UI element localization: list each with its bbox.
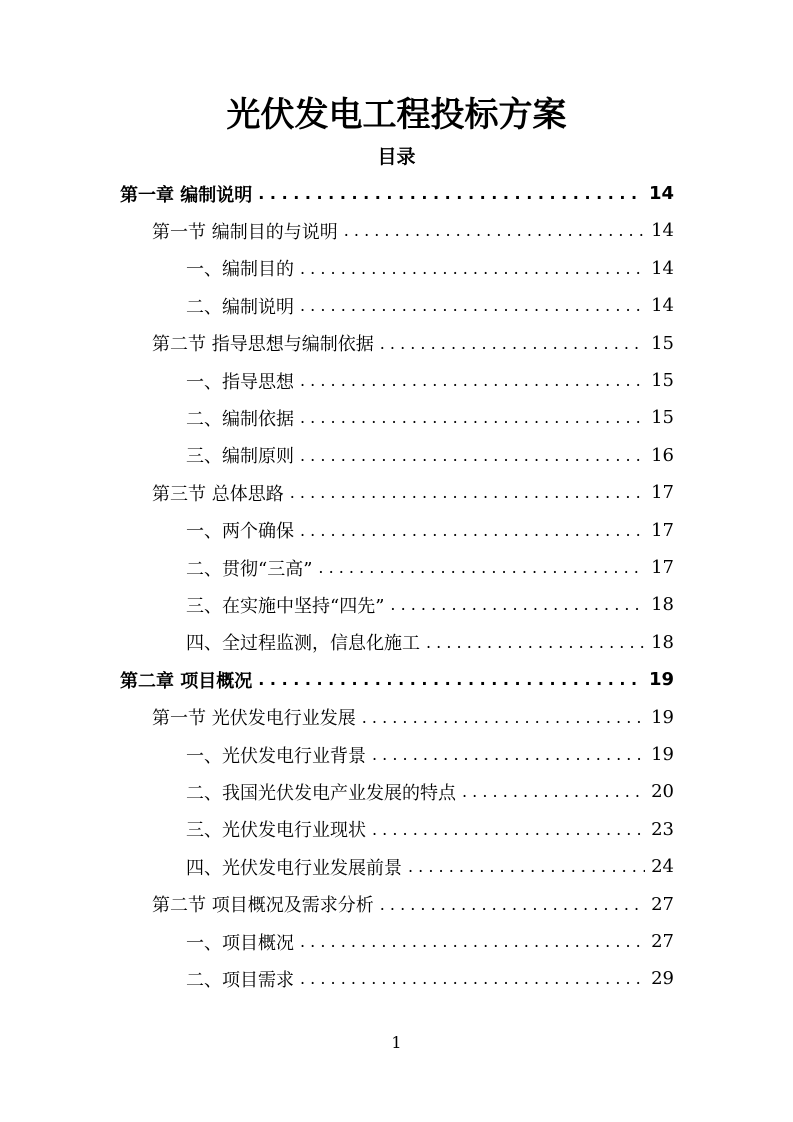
toc-entry-page: 14 xyxy=(651,257,674,279)
toc-entry-page: 19 xyxy=(648,669,674,691)
toc-leader-dots xyxy=(378,334,645,353)
toc-entry-level-2[interactable] xyxy=(152,325,674,362)
toc-entry-page: 23 xyxy=(651,818,674,840)
toc-leader-dots xyxy=(256,184,643,203)
toc-entry-level-3[interactable] xyxy=(186,512,674,549)
toc-entry-level-2[interactable] xyxy=(152,212,674,249)
toc-leader-dots xyxy=(298,521,645,540)
toc-entry-label: 第二节 项目概况及需求分析 xyxy=(152,895,374,917)
toc-entry-level-3[interactable] xyxy=(186,773,674,810)
toc-entry-label: 一、两个确保 xyxy=(186,521,294,543)
toc-leader-dots xyxy=(256,670,643,689)
toc-entry-level-3[interactable] xyxy=(186,923,674,960)
page-number: 1 xyxy=(391,1033,402,1052)
toc-leader-dots xyxy=(298,296,645,315)
toc-entry-label: 二、编制说明 xyxy=(186,296,294,318)
toc-entry-label: 第一章 编制说明 xyxy=(120,184,253,206)
toc-entry-page: 15 xyxy=(651,407,674,429)
toc-entry-page: 17 xyxy=(651,557,674,578)
toc-leader-dots xyxy=(370,745,645,764)
toc-entry-level-3[interactable] xyxy=(186,736,674,773)
toc-entry-label: 二、贯彻“三高” xyxy=(186,558,313,580)
toc-entry-level-3[interactable] xyxy=(186,437,674,474)
toc-leader-dots xyxy=(298,259,645,278)
toc-leader-dots xyxy=(298,969,645,988)
toc-entry-level-2[interactable] xyxy=(152,886,674,923)
toc-entry-page: 14 xyxy=(648,183,674,204)
toc-entry-page: 27 xyxy=(651,893,674,915)
toc-entry-level-1[interactable] xyxy=(120,175,674,212)
toc-leader-dots xyxy=(406,857,645,876)
toc-entry-label: 第二章 项目概况 xyxy=(120,670,253,692)
toc-entry-level-3[interactable] xyxy=(186,586,674,623)
toc-heading: 目录 xyxy=(377,146,416,168)
toc-entry-label: 二、编制依据 xyxy=(186,408,294,430)
toc-entry-level-3[interactable] xyxy=(186,250,674,287)
toc-entry-level-2[interactable] xyxy=(152,474,674,511)
toc-entry-label: 三、在实施中坚持“四先” xyxy=(186,595,385,617)
toc-entry-page: 17 xyxy=(651,519,674,541)
toc-leader-dots xyxy=(288,483,645,502)
toc-entry-page: 24 xyxy=(651,856,674,878)
toc-entry-label: 四、光伏发电行业发展前景 xyxy=(186,857,402,879)
toc-entry-level-3[interactable] xyxy=(186,624,674,661)
toc-entry-page: 27 xyxy=(651,931,674,952)
toc-leader-dots xyxy=(298,932,645,951)
toc-entry-label: 第三节 总体思路 xyxy=(152,483,284,505)
toc-entry-label: 一、指导思想 xyxy=(186,371,294,393)
toc-entry-page: 15 xyxy=(651,370,674,391)
toc-leader-dots xyxy=(298,408,645,427)
toc-leader-dots xyxy=(360,708,645,727)
toc-entry-level-3[interactable] xyxy=(186,549,674,586)
toc-leader-dots xyxy=(460,782,645,801)
toc-leader-dots xyxy=(424,633,645,652)
toc-entry-label: 一、项目概况 xyxy=(186,932,294,954)
toc-entry-page: 16 xyxy=(651,444,674,466)
toc-entry-page: 14 xyxy=(651,220,674,242)
toc-entry-label: 一、编制目的 xyxy=(186,259,294,281)
toc-entry-level-3[interactable] xyxy=(186,362,674,399)
toc-leader-dots xyxy=(370,820,645,839)
toc-entry-label: 三、编制原则 xyxy=(186,446,294,468)
toc-entry-page: 19 xyxy=(651,706,674,728)
toc-entry-page: 20 xyxy=(651,781,674,803)
toc-leader-dots xyxy=(388,595,645,614)
document-title: 光伏发电工程投标方案 xyxy=(226,95,567,135)
toc-leader-dots xyxy=(378,895,645,914)
toc-entry-label: 二、项目需求 xyxy=(186,969,294,991)
toc-entry-level-3[interactable] xyxy=(186,399,674,436)
toc-entry-label: 第一节 光伏发电行业发展 xyxy=(152,708,356,730)
toc-entry-page: 18 xyxy=(651,631,674,653)
toc-leader-dots xyxy=(298,371,645,390)
toc-entry-label: 一、光伏发电行业背景 xyxy=(186,745,366,767)
toc-entry-level-2[interactable] xyxy=(152,699,674,736)
toc-entry-level-3[interactable] xyxy=(186,811,674,848)
toc-entry-level-3[interactable] xyxy=(186,848,674,885)
toc-entry-label: 第一节 编制目的与说明 xyxy=(152,221,338,243)
toc-entry-level-3[interactable] xyxy=(186,960,674,997)
toc-entry-page: 14 xyxy=(651,295,674,317)
toc-leader-dots xyxy=(342,221,645,240)
toc-entry-level-1[interactable] xyxy=(120,661,674,698)
toc-entry-page: 18 xyxy=(651,594,674,616)
toc-entry-page: 15 xyxy=(651,332,674,354)
toc-leader-dots xyxy=(316,558,645,577)
toc-entry-page: 19 xyxy=(651,744,674,765)
toc-entry-label: 二、我国光伏发电产业发展的特点 xyxy=(186,782,456,804)
toc-entry-page: 17 xyxy=(651,482,674,504)
toc-entry-label: 四、全过程监测，信息化施工 xyxy=(186,633,420,655)
toc-entry-label: 三、光伏发电行业现状 xyxy=(186,820,366,842)
toc-entry-label: 第二节 指导思想与编制依据 xyxy=(152,334,374,356)
toc-entry-level-3[interactable] xyxy=(186,287,674,324)
toc-leader-dots xyxy=(298,446,645,465)
toc-entry-page: 29 xyxy=(651,968,674,990)
